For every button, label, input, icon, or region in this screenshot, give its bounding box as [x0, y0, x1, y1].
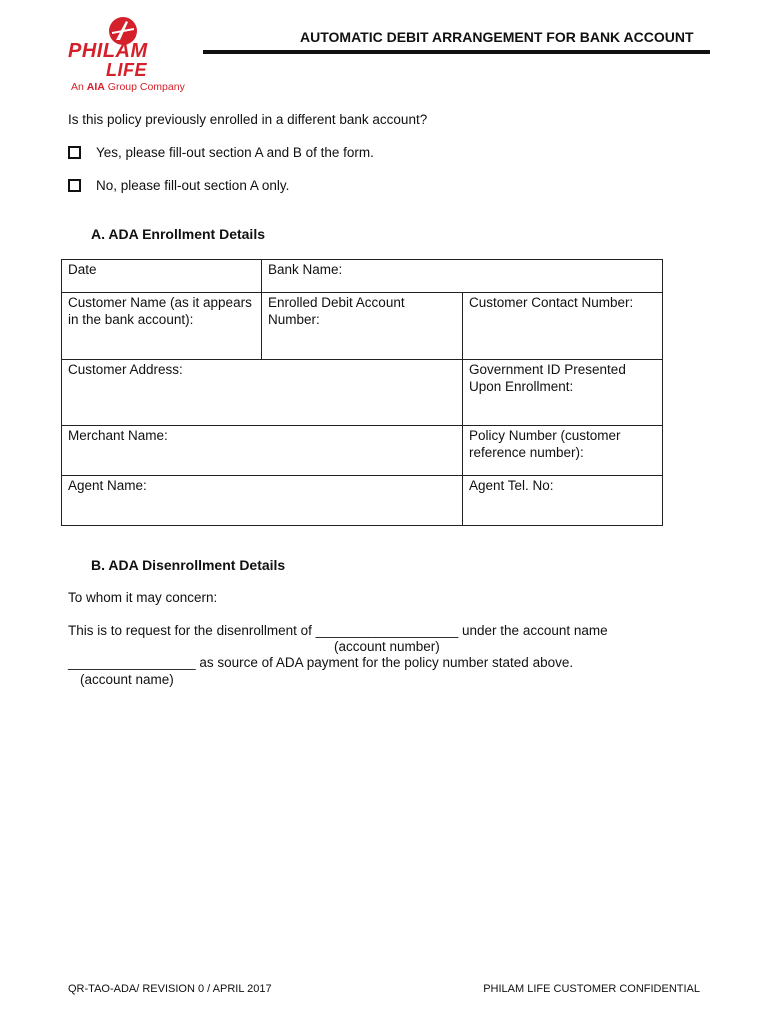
table-row — [62, 360, 663, 426]
section-b-heading: B. ADA Disenrollment Details — [91, 557, 286, 573]
logo-brand-line2: LIFE — [106, 60, 147, 80]
option-yes[interactable] — [68, 145, 374, 160]
table-row — [62, 260, 663, 293]
table-row — [62, 293, 663, 360]
logo-tagline-suffix: Group Company — [107, 81, 185, 93]
customer-contact-number-field[interactable]: Customer Contact Number: — [463, 293, 663, 360]
account-number-caption: (account number) — [334, 639, 440, 654]
bank-name-field[interactable]: Bank Name: — [262, 260, 663, 293]
debit-account-number-field[interactable]: Enrolled Debit Account Number: — [262, 293, 463, 360]
logo-tagline — [71, 81, 185, 93]
disenrollment-line2: _________________ as source of ADA payment for the policy number stated above. — [68, 655, 574, 670]
option-yes-label: Yes, please fill-out section A and B of the form. — [96, 145, 374, 160]
section-a-heading: A. ADA Enrollment Details — [91, 226, 265, 242]
customer-name-field[interactable]: Customer Name (as it appears in the bank account): — [62, 293, 262, 360]
merchant-name-field[interactable]: Merchant Name: — [62, 426, 463, 476]
option-yes-checkbox[interactable] — [68, 146, 81, 159]
date-field[interactable]: Date — [62, 260, 262, 293]
policy-number-field[interactable]: Policy Number (customer reference number): — [463, 426, 663, 476]
document-title: AUTOMATIC DEBIT ARRANGEMENT FOR BANK ACCOUNT — [300, 29, 694, 45]
table-row — [62, 426, 663, 476]
customer-address-field[interactable]: Customer Address: — [62, 360, 463, 426]
logo-brand-line1: PHILAM — [68, 40, 148, 62]
title-rule — [203, 50, 710, 54]
footer-revision: QR-TAO-ADA/ REVISION 0 / APRIL 2017 — [68, 983, 272, 995]
account-name-caption: (account name) — [80, 672, 174, 687]
logo-tagline-prefix: An — [71, 81, 84, 93]
enrollment-details-table — [61, 259, 663, 526]
table-row — [62, 476, 663, 526]
logo-tagline-brand: AIA — [86, 81, 105, 93]
government-id-field[interactable]: Government ID Presented Upon Enrollment: — [463, 360, 663, 426]
option-no[interactable] — [68, 178, 289, 193]
option-no-label: No, please fill-out section A only. — [96, 178, 290, 193]
enrollment-question: Is this policy previously enrolled in a different bank account? — [68, 112, 428, 127]
company-logo — [66, 16, 196, 96]
disenrollment-line1: This is to request for the disenrollment of ___________________ under the account name — [68, 623, 608, 638]
footer-confidential: PHILAM LIFE CUSTOMER CONFIDENTIAL — [483, 983, 700, 995]
option-no-checkbox[interactable] — [68, 179, 81, 192]
agent-tel-field[interactable]: Agent Tel. No: — [463, 476, 663, 526]
agent-name-field[interactable]: Agent Name: — [62, 476, 463, 526]
salutation: To whom it may concern: — [68, 590, 218, 605]
